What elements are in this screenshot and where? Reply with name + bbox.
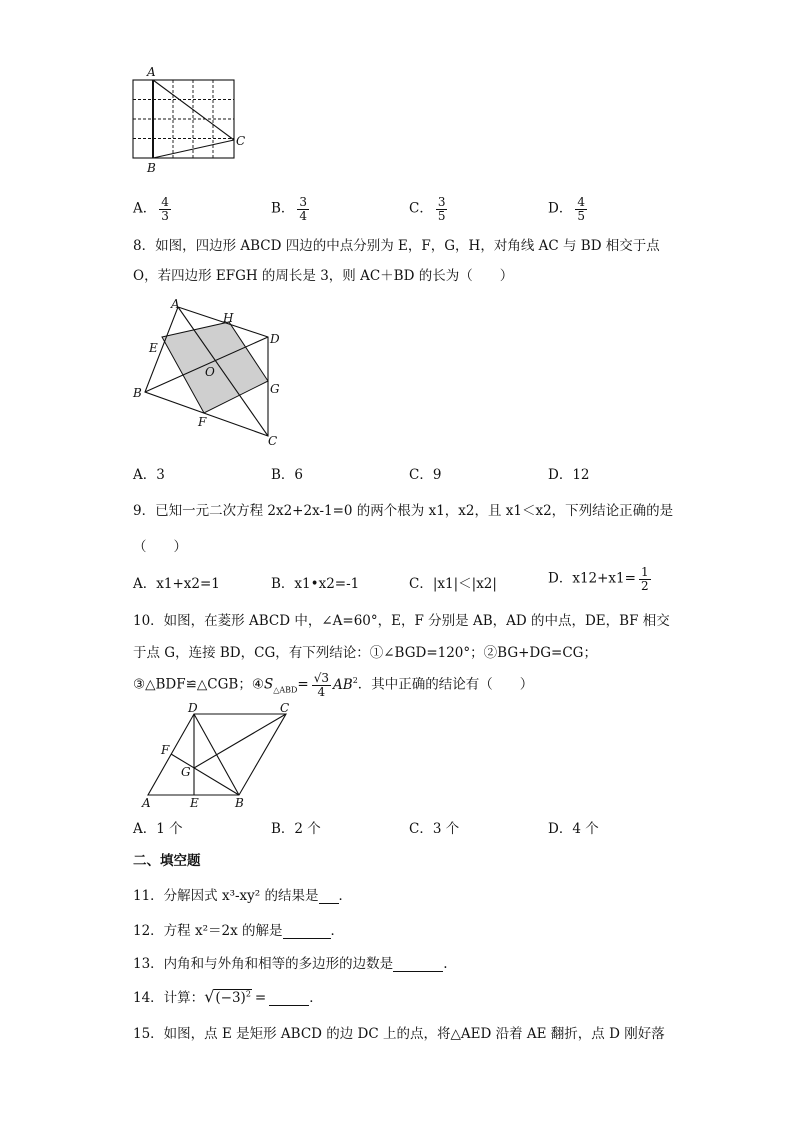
- q10-text-line3: ③△BDF≌△CGB；$④S_{\triangle ABD}=$ $\frac{√3}{4}$ $AB^2$．其中正确的结论有（ ）: [133, 671, 534, 699]
- q10-label-c: C: [280, 701, 290, 715]
- q13-answer-blank[interactable]: [393, 957, 443, 972]
- q8-quadrilateral-figure: [125, 292, 295, 452]
- q15-text-line1: 15．如图，点 E 是矩形 ABCD 的边 DC 上的点，将△AED 沿着 AE 翻折，点 D 刚好落: [133, 1026, 665, 1042]
- q7-label-a: A: [147, 65, 156, 79]
- q8-option-b[interactable]: B．6: [271, 467, 304, 483]
- q9-text-line1: 9．已知一元二次方程 2x2+2x-1=0 的两个根为 x1，x2，且 x1＜x2，下列结论正确的是: [133, 503, 674, 519]
- q10-label-a: A: [142, 796, 151, 810]
- q8-label-c: C: [268, 434, 278, 448]
- sqrt-icon: √: [204, 987, 215, 1006]
- q10-option-b[interactable]: B．2 个: [271, 821, 321, 837]
- q14-text: 14．计算：$√(-3)^2$ = ．: [133, 987, 323, 1006]
- q11-text: 11．分解因式 x³-xy² 的结果是 ．: [133, 888, 352, 904]
- q8-label-h: H: [223, 311, 234, 325]
- q8-label-o: O: [205, 365, 215, 379]
- q8-text-line2: O，若四边形 EFGH 的周长是 3，则 AC＋BD 的长为（ ）: [133, 268, 514, 284]
- q7-option-b-fraction: $\frac{3}{4}$: [299, 195, 308, 223]
- q7-option-d[interactable]: D． $\frac{4}{5}$: [548, 195, 585, 223]
- q9-option-a[interactable]: A．x1+x2=1: [133, 576, 220, 592]
- q9-option-d-fraction: $\frac{1}{2}$: [640, 565, 649, 593]
- q7-option-a[interactable]: A． $\frac{4}{3}$: [133, 195, 169, 223]
- q9-option-d[interactable]: D．x12+x1= $\frac{1}{2}$: [548, 565, 649, 593]
- q10-option-a[interactable]: A．1 个: [133, 821, 183, 837]
- q7-label-b: B: [147, 161, 156, 175]
- q10-rhombus-figure: [135, 700, 305, 810]
- q8-option-a[interactable]: A．3: [133, 467, 165, 483]
- q13-text: 13．内角和与外角和相等的多边形的边数是 .: [133, 956, 448, 972]
- q9-option-c[interactable]: C．|x1|＜|x2|: [409, 576, 497, 592]
- q10-label-g: G: [181, 765, 191, 779]
- q9-text-line2: （ ）: [133, 539, 187, 555]
- q10-text-line1: 10．如图，在菱形 ABCD 中，∠A=60°，E，F 分别是 AB，AD 的中点，DE，BF 相交: [133, 613, 670, 629]
- q8-label-b: B: [133, 386, 142, 400]
- q7-label-c: C: [236, 134, 246, 148]
- q7-option-b[interactable]: B． $\frac{3}{4}$: [271, 195, 308, 223]
- q14-radicand: $(-3)^2$: [215, 989, 251, 1006]
- q10-label-f: F: [161, 743, 170, 757]
- section-heading-fill-in: 二、填空题: [133, 853, 201, 869]
- q8-label-a: A: [171, 297, 180, 311]
- q8-label-d: D: [270, 332, 280, 346]
- q10-option-c[interactable]: C．3 个: [409, 821, 460, 837]
- q11-answer-blank[interactable]: [319, 889, 339, 904]
- q10-text-line2: 于点 G，连接 BD，CG，有下列结论：①∠BGD=120°；②BG+DG=CG；: [133, 645, 597, 661]
- q7-option-d-fraction: $\frac{4}{5}$: [577, 195, 585, 223]
- q7-option-c[interactable]: C． $\frac{3}{5}$: [409, 195, 446, 223]
- q10-sqrt3-over-4: $\frac{√3}{4}$: [313, 671, 330, 699]
- q10-option-d[interactable]: D．4 个: [548, 821, 599, 837]
- q7-option-a-fraction: $\frac{4}{3}$: [161, 195, 169, 223]
- q10-label-b: B: [235, 796, 244, 810]
- q7-option-c-fraction: $\frac{3}{5}$: [437, 195, 446, 223]
- q12-text: 12．方程 x²＝2x 的解是 ．: [133, 923, 344, 939]
- q8-label-f: F: [198, 415, 207, 429]
- q8-label-e: E: [149, 341, 158, 355]
- q8-option-c[interactable]: C．9: [409, 467, 442, 483]
- q8-text-line1: 8．如图，四边形 ABCD 四边的中点分别为 E，F，G，H，对角线 AC 与 BD 相交于点: [133, 238, 660, 254]
- q10-label-e: E: [190, 796, 199, 810]
- q8-label-g: G: [270, 382, 280, 396]
- q8-option-d[interactable]: D．12: [548, 467, 590, 483]
- q12-answer-blank[interactable]: [283, 924, 331, 939]
- q14-answer-blank[interactable]: [269, 991, 309, 1006]
- q9-option-b[interactable]: B．x1•x2=-1: [271, 576, 360, 592]
- q10-label-d: D: [188, 701, 198, 715]
- q7-grid-figure: [125, 64, 255, 176]
